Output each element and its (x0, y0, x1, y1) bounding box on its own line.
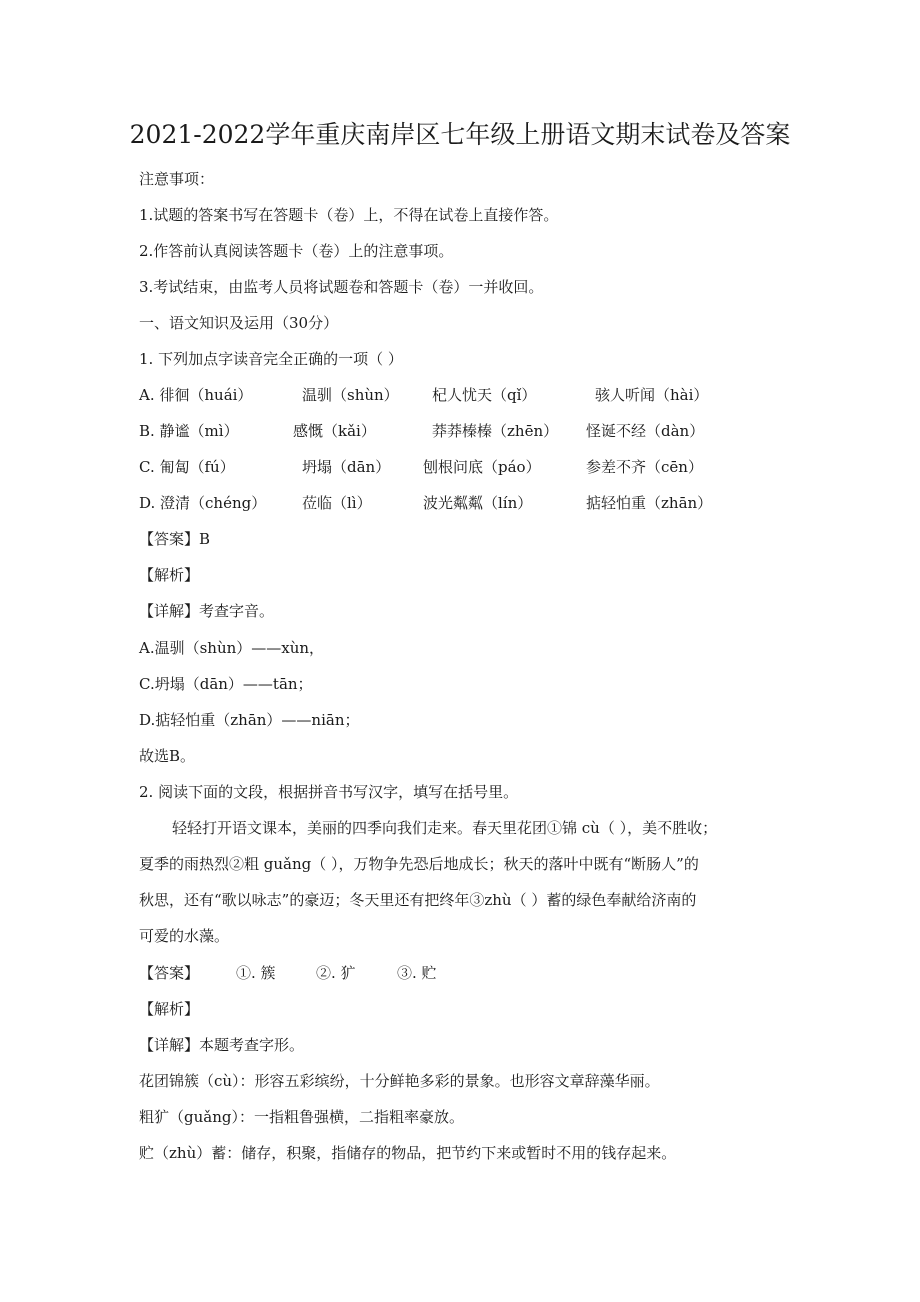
q1-option-a-2: 温驯（shùn） (302, 386, 399, 404)
q1-option-d-3: 波光粼粼（lín） (423, 494, 533, 512)
notice-heading: 注意事项： (139, 170, 215, 188)
q1-explain-line: C.坍塌（dān）——tān； (139, 675, 313, 693)
notice-item: 2.作答前认真阅读答题卡（卷）上的注意事项。 (139, 242, 454, 260)
page-title: 2021-2022学年重庆南岸区七年级上册语文期末试卷及答案 (129, 120, 791, 149)
q1-conclusion: 故选B。 (139, 747, 196, 765)
q2-explain-line: 贮（zhù）蓄：储存，积聚，指储存的物品，把节约下来或暂时不用的钱存起来。 (139, 1144, 677, 1162)
q2-passage-line: 轻轻打开语文课本，美丽的四季向我们走来。春天里花团①锦 cù（ ），美不胜收； (172, 819, 718, 837)
q1-explain-line: D.掂轻怕重（zhān）——niān； (139, 711, 360, 729)
q1-option-a-4: 骇人听闻（hài） (595, 386, 709, 404)
q2-answer-label: 【答案】 (139, 964, 200, 982)
q1-option-c-4: 参差不齐（cēn） (586, 458, 703, 476)
question-2-stem: 2. 阅读下面的文段，根据拼音书写汉字，填写在括号里。 (139, 783, 519, 801)
q2-answer-2: ②. 犷 (316, 964, 356, 982)
q1-option-b-1: B. 静谧（mì） (139, 422, 239, 440)
q2-answer-1: ①. 簇 (236, 964, 276, 982)
question-1-stem: 1. 下列加点字读音完全正确的一项（ ） (139, 350, 403, 368)
q2-passage-line: 可爱的水藻。 (139, 927, 230, 945)
q1-option-c-2: 坍塌（dān） (302, 458, 391, 476)
q2-passage-line: 秋思，还有“歌以咏志”的豪迈；冬天里还有把终年③zhù（ ）蓄的绿色奉献给济南的 (139, 891, 697, 909)
q1-option-c-3: 刨根问底（páo） (423, 458, 541, 476)
q1-explain-line: A.温驯（shùn）——xùn， (139, 639, 325, 657)
q1-option-c-1: C. 匍匐（fú） (139, 458, 235, 476)
q2-passage-line: 夏季的雨热烈②粗 guǎng（ ），万物争先恐后地成长；秋天的落叶中既有“断肠人”的 (139, 855, 699, 873)
q1-option-d-2: 莅临（lì） (302, 494, 372, 512)
q1-option-b-3: 莽莽榛榛（zhēn） (432, 422, 559, 440)
q1-option-a-3: 杞人忧天（qǐ） (432, 386, 537, 404)
q1-option-d-4: 掂轻怕重（zhān） (586, 494, 713, 512)
q1-detail: 【详解】考查字音。 (139, 602, 275, 620)
q2-analysis-label: 【解析】 (139, 1000, 200, 1018)
q1-answer: 【答案】B (139, 530, 211, 548)
section-heading: 一、语文知识及运用（30分） (139, 314, 339, 332)
q1-option-d-1: D. 澄清（chéng） (139, 494, 267, 512)
q2-answer-3: ③. 贮 (397, 964, 437, 982)
notice-item: 1.试题的答案书写在答题卡（卷）上，不得在试卷上直接作答。 (139, 206, 559, 224)
q1-analysis-label: 【解析】 (139, 566, 200, 584)
q2-explain-line: 粗犷（guǎng）：一指粗鲁强横，二指粗率豪放。 (139, 1108, 464, 1126)
q1-option-a-1: A. 徘徊（huái） (139, 386, 253, 404)
q1-option-b-4: 怪诞不经（dàn） (586, 422, 705, 440)
notice-item: 3.考试结束，由监考人员将试题卷和答题卡（卷）一并收回。 (139, 278, 544, 296)
q2-explain-line: 花团锦簇（cù）：形容五彩缤纷，十分鲜艳多彩的景象。也形容文章辞藻华丽。 (139, 1072, 660, 1090)
q2-detail: 【详解】本题考查字形。 (139, 1036, 305, 1054)
q1-option-b-2: 感慨（kǎi） (293, 422, 376, 440)
